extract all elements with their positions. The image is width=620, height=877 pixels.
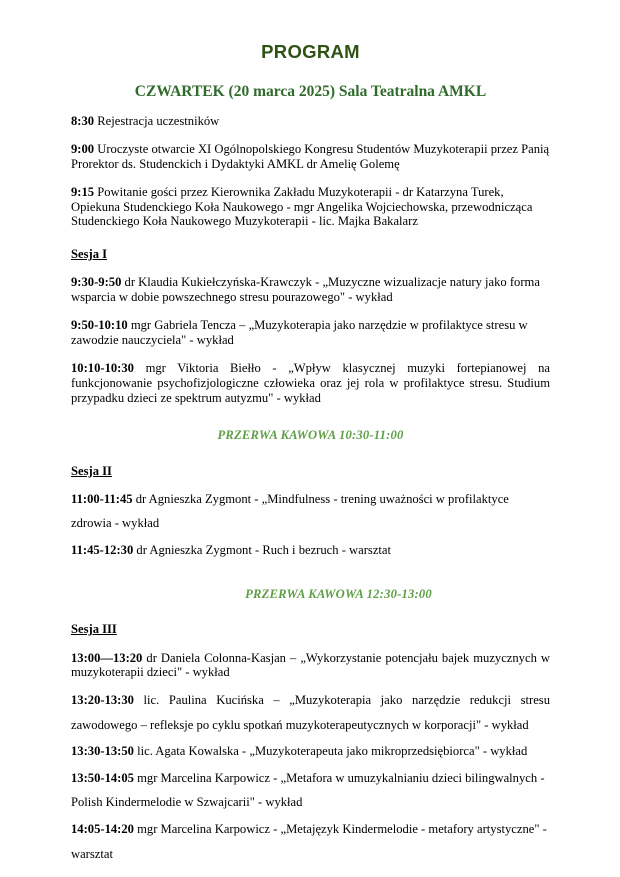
entry-text: mgr Marcelina Karpowicz - „Metafora w umuzykalnianiu dzieci bilingwalnych - Polish Kindermelodie w Szwajcarii" - wykład — [71, 770, 545, 810]
entry-time: 10:10-10:30 — [71, 360, 134, 375]
entry-time: 11:45-12:30 — [71, 542, 134, 557]
coffee-break-1: PRZERWA KAWOWA 10:30-11:00 — [217, 428, 404, 443]
schedule-entry — [71, 262, 550, 305]
schedule-entry — [71, 129, 550, 172]
entry-time: 9:30-9:50 — [71, 275, 122, 290]
coffee-break-2: PRZERWA KAWOWA 12:30-13:00 — [245, 587, 432, 602]
page-title: PROGRAM — [261, 41, 360, 62]
schedule-entry — [71, 764, 550, 815]
entry-text: lic. Paulina Kucińska – „Muzykoterapia jako narzędzie redukcji stresu zawodowego – refleksje po cyklu spotkań muzykoterapeutycznych w korporacji" - wykład — [71, 693, 550, 732]
entry-time: 9:15 — [71, 184, 95, 199]
schedule-entry — [71, 348, 550, 406]
entry-time: 13:20-13:30 — [71, 693, 134, 708]
document-content — [71, 0, 550, 866]
entry-text: Rejestracja uczestników — [94, 114, 220, 129]
entry-time: 14:05-14:20 — [71, 821, 134, 836]
schedule-entry — [71, 680, 550, 737]
entry-text: dr Agnieszka Zygmont - „Mindfulness - trening uważności w profilaktyce zdrowia - wykład — [71, 491, 509, 531]
session-heading-2: Sesja II — [71, 463, 112, 478]
schedule-entry — [71, 172, 550, 230]
schedule-entry — [71, 479, 550, 536]
schedule-entry — [71, 638, 550, 681]
entry-time: 8:30 — [71, 114, 95, 129]
entry-text: dr Klaudia Kukiełczyńska-Krawczyk - „Muzyczne wizualizacje natury jako forma wsparcia w dobie powszechnego stresu pourazowego" - wykład — [71, 275, 540, 305]
entry-time: 13:00—13:20 — [71, 650, 143, 665]
schedule-entry — [71, 815, 550, 866]
entry-time: 9:50-10:10 — [71, 318, 128, 333]
entry-text: Uroczyste otwarcie XI Ogólnopolskiego Kongresu Studentów Muzykoterapii przez Panią Prorektor ds. Studenckich i Dydaktyki AMKL dr Amelię Golemę — [71, 142, 550, 171]
schedule-entry — [71, 101, 550, 129]
schedule-entry — [71, 536, 550, 563]
entry-text: dr Agnieszka Zygmont - Ruch i bezruch - warsztat — [133, 542, 392, 557]
entry-text: dr Daniela Colonna-Kasjan – „Wykorzystanie potencjału bajek muzycznych w muzykoterapii dzieci" - wykład — [71, 650, 550, 680]
entry-text: Powitanie gości przez Kierownika Zakładu Muzykoterapii - dr Katarzyna Turek, Opiekuna Studenckiego Koła Naukowego - mgr Angelika Wojciechowska, przewodnicząca Studenckiego Koła Naukowego Muzykoterapii - lic. Majka Bakalarz — [71, 184, 533, 229]
entry-time: 11:00-11:45 — [71, 491, 133, 506]
entry-text: mgr Viktoria Biełło - „Wpływ klasycznej muzyki fortepianowej na funkcjonowanie psychofizjologiczne człowieka oraz jej rola w profilaktyce stresu. Studium przypadku dzieci ze spektrum autyzmu" - wykład — [71, 360, 550, 405]
entry-time: 13:50-14:05 — [71, 770, 134, 785]
entry-text: mgr Gabriela Tencza – „Muzykoterapia jako narzędzie w profilaktyce stresu w zawodzie nauczyciela" - wykład — [71, 318, 528, 347]
session-heading-3: Sesja III — [71, 622, 117, 637]
schedule-entry — [71, 737, 550, 764]
entry-text: mgr Marcelina Karpowicz - „Metajęzyk Kindermelodie - metafory artystyczne" - warsztat — [71, 821, 547, 861]
document-subtitle: CZWARTEK (20 marca 2025) Sala Teatralna AMKL — [134, 83, 487, 101]
entry-text: lic. Agata Kowalska - „Muzykoterapeuta jako mikroprzedsiębiorca" - wykład — [133, 744, 528, 759]
entry-time: 13:30-13:50 — [71, 744, 134, 759]
session-heading-1: Sesja I — [71, 247, 108, 262]
schedule-entry — [71, 305, 550, 348]
entry-time: 9:00 — [71, 142, 95, 157]
